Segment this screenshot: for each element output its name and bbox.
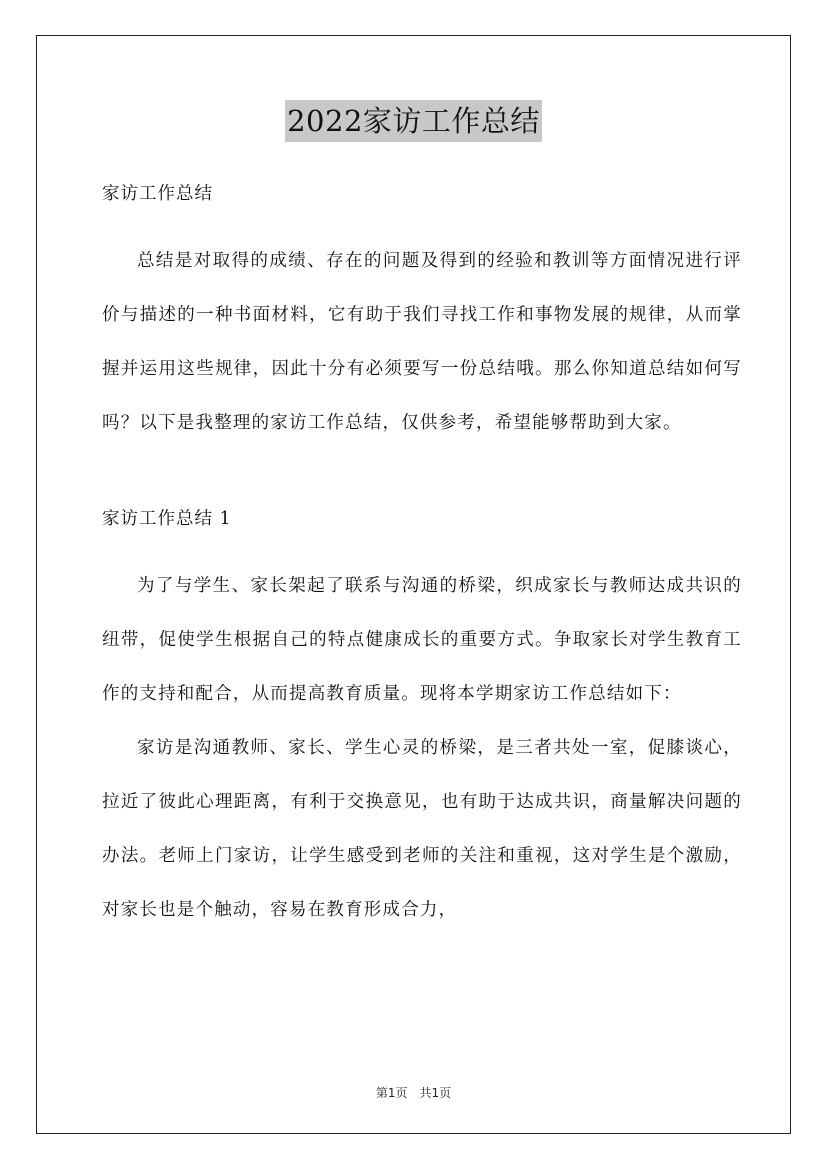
paragraph: 总结是对取得的成绩、存在的问题及得到的经验和教训等方面情况进行评价与描述的一种书面材料，它有助于我们寻找工作和事物发展的规律，从而掌握并运用这些规律，因此十分有必须要写一份总结哦。那么你知道总结如何写吗？以下是我整理的家访工作总结，仅供参考，希望能够帮助到大家。 — [102, 251, 742, 433]
page-total: 共1页 — [419, 1086, 452, 1100]
section-heading: 家访工作总结 — [102, 184, 213, 204]
document-title: 2022家访工作总结 — [285, 100, 542, 142]
title-container — [0, 100, 827, 142]
paragraph: 为了与学生、家长架起了联系与沟通的桥梁，织成家长与教师达成共识的纽带，促使学生根据自己的特点健康成长的重要方式。争取家长对学生教育工作的支持和配合，从而提高教育质量。现将本学期家访工作总结如下： — [102, 576, 742, 704]
page-number: 第1页 — [375, 1086, 408, 1100]
page-footer — [0, 1084, 827, 1101]
document-body — [102, 173, 742, 937]
section-heading: 家访工作总结 1 — [102, 509, 232, 529]
paragraph: 家访是沟通教师、家长、学生心灵的桥梁，是三者共处一室，促膝谈心，拉近了彼此心理距离，有利于交换意见，也有助于达成共识，商量解决问题的办法。老师上门家访，让学生感受到老师的关注和重视，这对学生是个激励，对家长也是个触动，容易在教育形成合力， — [102, 738, 742, 920]
